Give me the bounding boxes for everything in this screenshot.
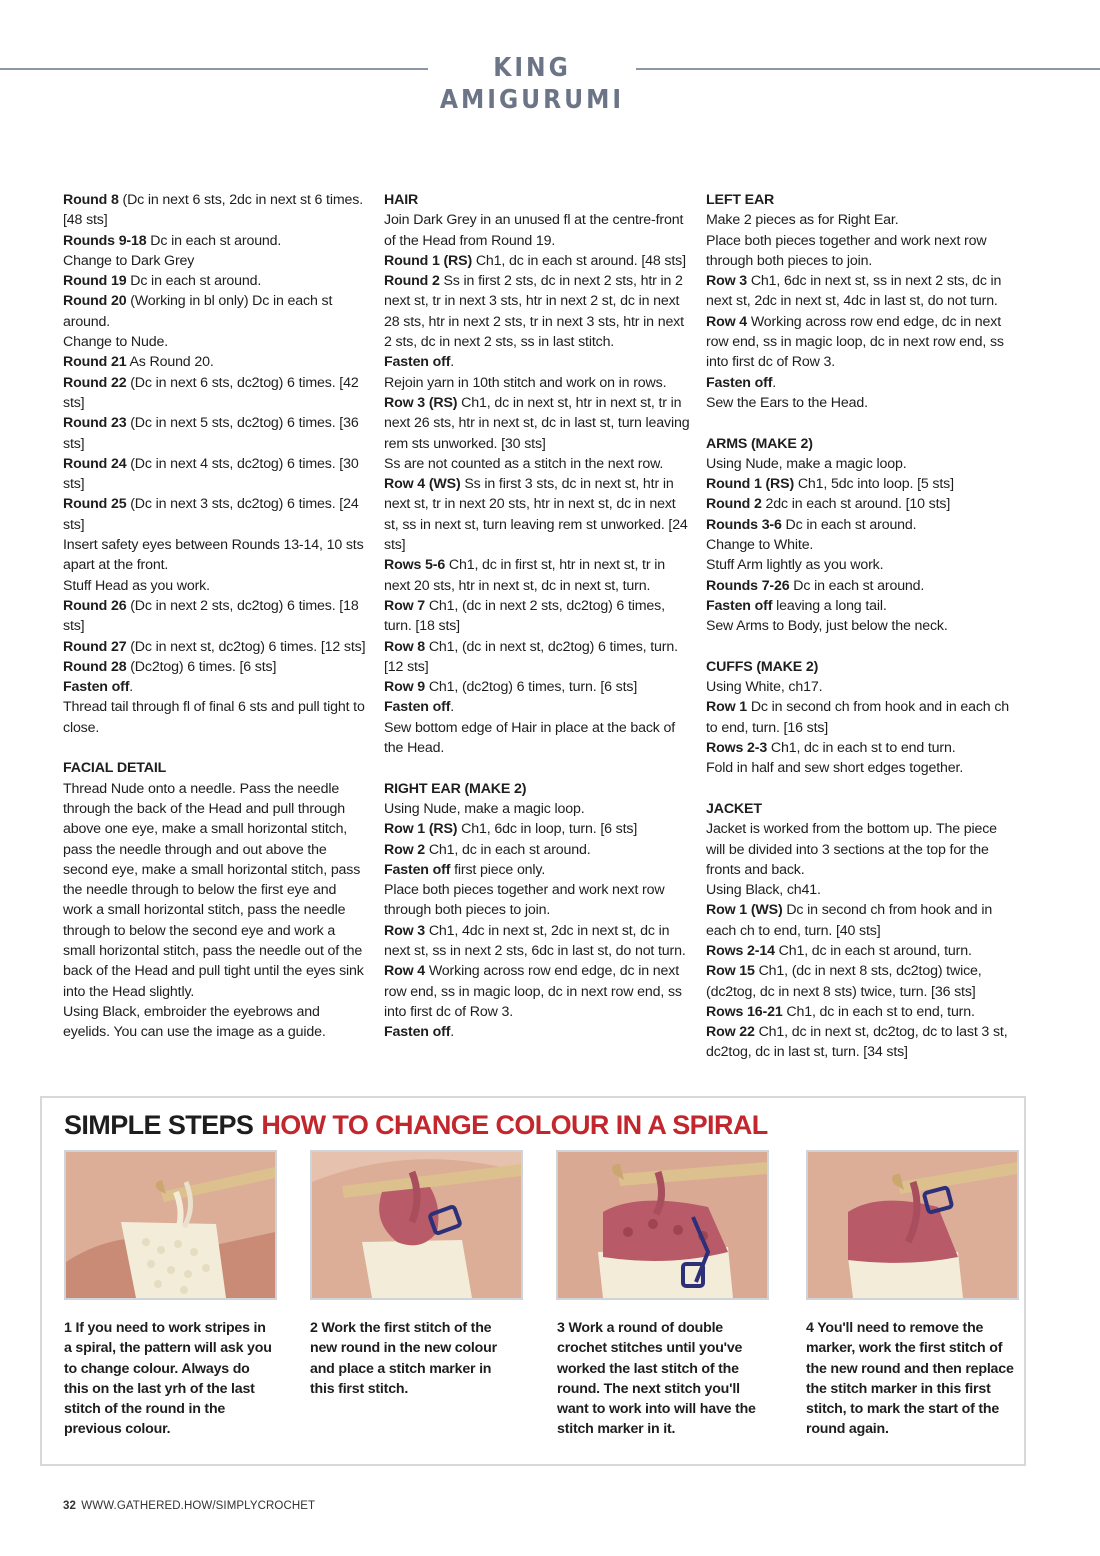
instruction-label: Fasten off — [384, 699, 451, 716]
instruction-text: Working across row end edge, dc in next row end, ss in magic loop, dc in next row end, ss into first dc of Row 3. — [706, 313, 1004, 371]
instruction-label: Round 20 — [63, 293, 127, 310]
pattern-line — [706, 1002, 1012, 1022]
section-heading: ARMS (MAKE 2) — [706, 435, 813, 452]
pattern-line — [384, 210, 690, 251]
instruction-label: Row 4 (WS) — [384, 476, 461, 493]
instruction-text: Insert safety eyes between Rounds 13-14, 10 sts apart at the front. — [63, 537, 364, 574]
instruction-text: Ch1, dc in each st around. — [425, 841, 591, 858]
pattern-line — [706, 271, 1012, 312]
section-heading: LEFT EAR — [706, 192, 775, 208]
instruction-label: Fasten off — [384, 354, 451, 371]
instruction-label: Rounds 9-18 — [63, 232, 147, 249]
instruction-text: Ss in first 3 sts, dc in next st, htr in next st, tr in next 20 sts, htr in next st, dc in next st, ss in next st, turn leaving rem st unworked. [24 sts] — [384, 476, 688, 554]
footer-url: WWW.GATHERED.HOW/SIMPLYCROCHET — [81, 1500, 316, 1512]
pattern-line — [63, 352, 369, 372]
pattern-line — [706, 900, 1012, 941]
simple-steps-heading — [64, 1108, 768, 1142]
instruction-text: Ch1, (dc in next st, dc2tog) 6 times, turn. [12 sts] — [384, 638, 678, 675]
pattern-line — [384, 961, 690, 1022]
pattern-line — [706, 231, 1012, 272]
page-number: 32 — [63, 1500, 76, 1512]
instruction-text: Using Black, embroider the eyebrows and eyelids. You can use the image as a guide. — [63, 1003, 326, 1041]
instruction-text: leaving a long tail. — [772, 597, 887, 614]
pattern-line — [706, 677, 1012, 697]
pattern-line — [706, 961, 1012, 1002]
instruction-text: (Dc in next 2 sts, dc2tog) 6 times. [18 sts] — [63, 597, 359, 635]
instruction-label: Row 3 — [706, 273, 748, 290]
instruction-label: Row 1 (RS) — [384, 821, 458, 838]
simple-steps-box — [40, 1096, 1026, 1466]
instruction-text: Ch1, dc in first st, htr in next st, tr in next 20 sts, htr in next st, dc in next st, turn. — [384, 557, 665, 594]
pattern-line — [63, 697, 369, 738]
instruction-label: Rows 5-6 — [384, 557, 446, 574]
pattern-line — [384, 474, 690, 555]
instruction-text: . — [450, 354, 455, 371]
instruction-text: Dc in each st around. — [789, 577, 925, 594]
instruction-text: Ch1, 5dc into loop. [5 sts] — [794, 476, 954, 493]
instruction-text: Ch1, dc in each st around, turn. — [774, 942, 972, 959]
instruction-text: Dc in each st around. — [781, 516, 917, 533]
instruction-text: Ch1, 6dc in loop, turn. [6 sts] — [457, 821, 638, 838]
pattern-line — [706, 697, 1012, 738]
instruction-text: (Dc in next 6 sts, dc2tog) 6 times. [42 sts] — [63, 374, 359, 411]
pattern-line — [706, 474, 1012, 494]
pattern-line — [63, 291, 369, 332]
instruction-text: (Dc in next 5 sts, dc2tog) 6 times. [36 sts] — [63, 415, 359, 452]
instruction-text: . — [450, 699, 455, 716]
instruction-text: Ch1, 4dc in next st, 2dc in next st, dc in next st, ss in next 2 sts, 6dc in last st, do not turn. — [384, 922, 686, 959]
instruction-text: (Dc in next 4 sts, dc2tog) 6 times. [30 sts] — [63, 455, 359, 493]
instruction-label: Round 2 — [384, 273, 440, 290]
pattern-line — [63, 637, 369, 657]
step-number: 4 — [806, 1320, 814, 1336]
pattern-line — [63, 454, 369, 495]
instruction-text: Ch1, dc in next st, dc2tog, dc to last 3 st, dc2tog, dc in last st, turn. [34 sts] — [706, 1024, 1008, 1061]
instruction-text: Thread Nude onto a needle. Pass the needle through the back of the Head and pull through above one eye, make a small horizontal stitch, pass the needle through and out above the second eye, make a small horizontal stitch, pass the needle through to below the first eye and work a small horizontal stitch, pass the needle through to below the second eye and work a small horizontal stitch, pass the needle out of the back of the Head and pull tight until the eyes sink into the Head slightly. — [63, 780, 364, 1000]
pattern-line — [706, 393, 1012, 413]
instruction-text: Ch1, dc in each st to end turn. — [767, 740, 956, 757]
instruction-text: . — [129, 679, 134, 696]
instruction-text: Dc in second ch from hook and in each ch to end, turn. [40 sts] — [706, 902, 993, 939]
instruction-label: Rows 16-21 — [706, 1003, 783, 1020]
instruction-text: Make 2 pieces as for Right Ear. — [706, 212, 899, 229]
instruction-label: Rounds 3-6 — [706, 516, 782, 533]
instruction-text: Ch1, (dc2tog) 6 times, turn. [6 sts] — [425, 679, 638, 696]
instruction-label: Row 8 — [384, 638, 426, 655]
step-2-photo — [310, 1150, 523, 1300]
instruction-label: Row 3 — [384, 922, 426, 939]
instruction-label: Fasten off — [706, 374, 773, 391]
instruction-text: Thread tail through fl of final 6 sts and pull tight to close. — [63, 699, 365, 736]
pattern-line — [63, 535, 369, 576]
pattern-line — [706, 576, 1012, 596]
section-heading: JACKET — [706, 800, 762, 817]
pattern-line — [706, 941, 1012, 961]
instruction-text: Using White, ch17. — [706, 679, 823, 696]
instruction-text: Place both pieces together and work next row through both pieces to join. — [706, 232, 987, 269]
pattern-line — [706, 819, 1012, 880]
instruction-label: Round 28 — [63, 658, 127, 675]
pattern-line — [384, 637, 690, 678]
simple-steps-label: SIMPLE STEPS — [64, 1110, 254, 1140]
instruction-label: Round 1 (RS) — [706, 476, 795, 493]
instruction-text: Change to Dark Grey — [63, 252, 195, 269]
instruction-label: Row 15 — [706, 963, 755, 980]
instruction-text: Using Nude, make a magic loop. — [706, 455, 907, 472]
instruction-label: Row 4 — [384, 963, 426, 980]
page-footer — [63, 1500, 315, 1512]
pattern-line — [384, 555, 690, 596]
instruction-label: Round 19 — [63, 273, 127, 290]
pattern-line — [384, 596, 690, 637]
pattern-line — [706, 1022, 1012, 1063]
step-description: Work a round of double crochet stitches until you've worked the last stitch of the round. The next stitch you'll want to work into will have the stitch marker in it. — [557, 1320, 756, 1438]
instruction-text: As Round 20. — [126, 354, 214, 371]
instruction-text: Rejoin yarn in 10th stitch and work on in rows. — [384, 374, 667, 391]
instruction-text: Ch1, dc in next st, htr in next st, tr in next 26 sts, htr in next st, dc in last st, turn leaving rem sts unworked. [30 sts] — [384, 394, 690, 452]
instruction-text: Using Nude, make a magic loop. — [384, 800, 585, 817]
step-4-text — [806, 1318, 1014, 1440]
instruction-label: Round 1 (RS) — [384, 252, 473, 269]
pattern-line — [63, 657, 369, 677]
section-heading: FACIAL DETAIL — [63, 760, 167, 777]
pattern-line — [706, 454, 1012, 474]
instruction-label: Row 1 — [706, 699, 748, 716]
instruction-text: Change to White. — [706, 537, 814, 554]
instruction-text: (Dc in next st, dc2tog) 6 times. [12 sts] — [126, 638, 366, 655]
pattern-line — [706, 738, 1012, 758]
pattern-line — [706, 880, 1012, 900]
step-number: 2 — [310, 1320, 318, 1336]
instruction-label: Rows 2-14 — [706, 942, 775, 959]
pattern-column-1 — [63, 190, 369, 1042]
header-rule-right — [636, 68, 1100, 70]
step-number: 1 — [64, 1320, 72, 1336]
pattern-line — [706, 312, 1012, 373]
instruction-label: Fasten off — [706, 597, 773, 614]
pattern-line — [706, 758, 1012, 778]
instruction-text: . — [772, 374, 777, 391]
instruction-text: Place both pieces together and work next row through both pieces to join. — [384, 882, 665, 919]
instruction-text: Join Dark Grey in an unused fl at the centre-front of the Head from Round 19. — [384, 212, 684, 249]
pattern-line — [384, 921, 690, 962]
pattern-line — [706, 555, 1012, 575]
instruction-text: Ch1, dc in each st to end, turn. — [782, 1003, 975, 1020]
instruction-label: Fasten off — [384, 861, 451, 878]
pattern-line — [63, 677, 369, 697]
instruction-label: Row 2 — [384, 841, 426, 858]
pattern-line — [384, 677, 690, 697]
instruction-label: Round 24 — [63, 455, 127, 472]
instruction-text: Dc in second ch from hook and in each ch to end, turn. [16 sts] — [706, 699, 1010, 736]
instruction-label: Round 27 — [63, 638, 127, 655]
instruction-text: Sew Arms to Body, just below the neck. — [706, 618, 948, 635]
instruction-text: (Dc2tog) 6 times. [6 sts] — [126, 658, 277, 675]
pattern-line — [63, 413, 369, 454]
step-3-text — [557, 1318, 765, 1440]
pattern-line — [63, 271, 369, 291]
instruction-text: (Working in bl only) Dc in each st around. — [63, 293, 333, 330]
page-header-title: KING AMIGURUMI — [439, 53, 625, 115]
instruction-text: Stuff Arm lightly as you work. — [706, 557, 884, 574]
pattern-line — [706, 373, 1012, 393]
instruction-label: Row 1 (WS) — [706, 902, 783, 919]
instruction-text: (Dc in next 3 sts, dc2tog) 6 times. [24 sts] — [63, 496, 359, 533]
instruction-label: Fasten off — [63, 679, 130, 696]
step-description: You'll need to remove the marker, work the first stitch of the new round and then replace the stitch marker in this first stitch, to mark the start of the round again. — [806, 1320, 1014, 1438]
pattern-line — [63, 231, 369, 251]
instruction-text: Stuff Head as you work. — [63, 577, 210, 594]
pattern-line — [706, 515, 1012, 535]
instruction-text: Ch1, 6dc in next st, ss in next 2 sts, dc in next st, 2dc in next st, 4dc in last st, do not turn. — [706, 273, 1002, 310]
instruction-label: Round 25 — [63, 496, 127, 513]
pattern-line — [63, 596, 369, 637]
instruction-text: Sew the Ears to the Head. — [706, 394, 868, 411]
instruction-text: Sew bottom edge of Hair in place at the back of the Head. — [384, 719, 676, 757]
pattern-line — [706, 616, 1012, 636]
step-2-text — [310, 1318, 518, 1399]
instruction-label: Round 26 — [63, 597, 127, 614]
step-number: 3 — [557, 1320, 565, 1336]
pattern-line — [63, 373, 369, 414]
pattern-line — [384, 373, 690, 393]
pattern-line — [384, 799, 690, 819]
pattern-line — [63, 576, 369, 596]
pattern-line — [63, 251, 369, 271]
instruction-text: Ss in first 2 sts, dc in next 2 sts, htr in 2 next st, tr in next 3 sts, htr in next 2 st, dc in next 28 sts, htr in next 2 sts, tr in next 3 sts, htr in next 2 sts, dc in next 2 sts, ss in last stitch. — [384, 273, 684, 351]
pattern-line — [63, 1002, 369, 1043]
instruction-text: Change to Nude. — [63, 334, 169, 351]
pattern-line — [384, 860, 690, 880]
instruction-text: first piece only. — [450, 861, 546, 878]
pattern-line — [384, 251, 690, 271]
instruction-label: Row 7 — [384, 597, 426, 614]
pattern-line — [706, 535, 1012, 555]
instruction-label: Row 3 (RS) — [384, 394, 458, 411]
instruction-text: Ch1, dc in each st around. [48 sts] — [472, 252, 686, 269]
instruction-text: Jacket is worked from the bottom up. The piece will be divided into 3 sections at the top for the fronts and back. — [706, 821, 997, 878]
step-1-text — [64, 1318, 272, 1440]
instruction-label: Round 2 — [706, 496, 762, 513]
header-rule-left — [0, 68, 428, 70]
pattern-line — [384, 352, 690, 372]
pattern-line — [706, 210, 1012, 230]
pattern-line — [384, 718, 690, 759]
pattern-line — [384, 880, 690, 921]
pattern-line — [706, 596, 1012, 616]
pattern-line — [63, 494, 369, 535]
step-description: If you need to work stripes in a spiral, the pattern will ask you to change colour. Always do this on the last yrh of the last stitch of the round in the previous colour. — [64, 1320, 272, 1438]
pattern-line — [384, 454, 690, 474]
pattern-line — [63, 779, 369, 1002]
simple-steps-title: HOW TO CHANGE COLOUR IN A SPIRAL — [261, 1110, 768, 1140]
step-1-photo — [64, 1150, 277, 1300]
instruction-label: Round 22 — [63, 374, 127, 391]
instruction-text: Dc in each st around. — [146, 232, 282, 249]
instruction-label: Round 23 — [63, 415, 127, 432]
instruction-label: Round 8 — [63, 192, 119, 208]
instruction-label: Fasten off — [384, 1024, 451, 1041]
pattern-line — [384, 819, 690, 839]
instruction-text: Using Black, ch41. — [706, 882, 821, 899]
instruction-text: 2dc in each st around. [10 sts] — [761, 496, 951, 513]
instruction-text: (Dc in next 6 sts, 2dc in next st 6 times. [48 sts] — [63, 192, 363, 229]
instruction-text: Working across row end edge, dc in next row end, ss in magic loop, dc in next row end, ss into first dc of Row 3. — [384, 963, 682, 1020]
instruction-text: Ch1, (dc in next 2 sts, dc2tog) 6 times, turn. [18 sts] — [384, 597, 665, 635]
instruction-label: Rows 2-3 — [706, 740, 768, 757]
instruction-text: Fold in half and sew short edges together. — [706, 760, 964, 777]
instruction-text: Dc in each st around. — [126, 273, 262, 290]
step-4-photo — [806, 1150, 1019, 1300]
instruction-label: Row 9 — [384, 679, 426, 696]
pattern-line — [384, 393, 690, 454]
instruction-label: Rounds 7-26 — [706, 577, 790, 594]
instruction-label: Row 22 — [706, 1024, 755, 1041]
instruction-label: Round 21 — [63, 354, 127, 371]
instruction-label: Row 4 — [706, 313, 748, 330]
pattern-line — [63, 190, 369, 231]
section-heading: RIGHT EAR (MAKE 2) — [384, 780, 527, 797]
instruction-text: . — [450, 1024, 455, 1041]
section-heading: HAIR — [384, 192, 419, 208]
section-heading: CUFFS (MAKE 2) — [706, 658, 819, 675]
pattern-line — [63, 332, 369, 352]
step-description: Work the first stitch of the new round in the new colour and place a stitch marker in this first stitch. — [310, 1320, 497, 1397]
pattern-column-2 — [384, 190, 690, 1042]
pattern-line — [384, 271, 690, 352]
instruction-text: Ch1, (dc in next 8 sts, dc2tog) twice, (dc2tog, dc in next 8 sts) twice, turn. [36 sts] — [706, 963, 982, 1000]
pattern-line — [384, 840, 690, 860]
pattern-line — [384, 697, 690, 717]
step-3-photo — [556, 1150, 769, 1300]
pattern-column-3 — [706, 190, 1012, 1063]
pattern-line — [706, 494, 1012, 514]
instruction-text: Ss are not counted as a stitch in the next row. — [384, 455, 664, 472]
pattern-line — [384, 1022, 690, 1042]
